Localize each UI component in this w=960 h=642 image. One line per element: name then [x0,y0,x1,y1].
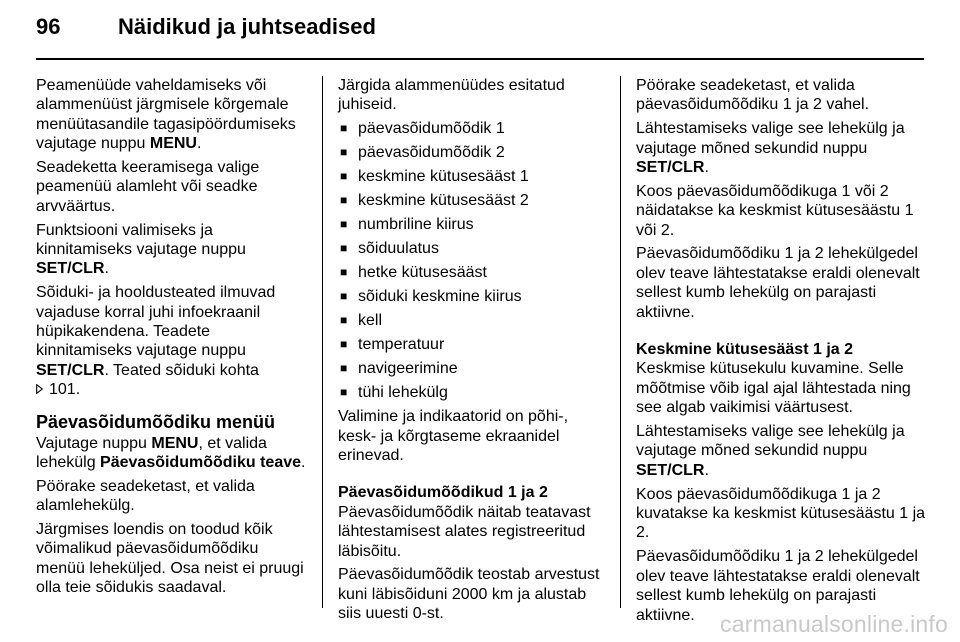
button-name-set-clr: SET/CLR [636,159,705,177]
list-item: ■ sõiduulatus [338,239,610,258]
paragraph: Pöörake seadeketast, et valida alamlehekülg. [36,477,255,515]
list-item: ■ päevasõidumõõdik 2 [338,143,610,162]
list-item: ■ keskmine kütusesääst 2 [338,191,610,210]
paragraph: Päevasõidumõõdik näitab teatavast lähtestamisest alates registreeritud läbisõitu. [338,503,591,560]
chapter-title: Näidikud ja juhtseadised [118,14,376,39]
column-1 [36,76,308,602]
paragraph: Seadeketta keeramisega valige peamenüü alamleht või seadke arvväärtus. [36,159,260,215]
column-3 [636,76,926,629]
submenu-list [338,119,610,402]
subsection-heading: Keskmine kütusesääst 1 ja 2 [636,341,854,359]
paragraph: Sõiduki- ja hooldusteated ilmuvad vajaduse korral juhi infoekraanil hüpikakendena. Teadete kinnitamiseks vajutage nuppu SET/CLR. Teated sõiduki kohta 101. [36,284,276,399]
button-name-menu: MENU [151,434,199,452]
list-item: ■ päevasõidumõõdik 1 [338,119,610,138]
watermark: carmanualsonline.info [720,611,948,637]
paragraph: Keskmise kütusekulu kuvamine. Selle mõõtmise võib igal ajal lähtestada ning see algab vaikimisi väärtusest. [636,360,911,417]
paragraph: Vajutage nuppu MENU, et valida lehekülg Päevasõidumõõdiku teave. [36,434,306,472]
paragraph: Funktsiooni valimiseks ja kinnitamiseks vajutage nuppu SET/CLR. [36,221,246,278]
paragraph: Pöörake seadeketast, et valida päevasõidumõõdiku 1 ja 2 vahel. [636,77,870,114]
button-name-set-clr: SET/CLR [36,361,105,379]
subsection-heading: Päevasõidumõõdikud 1 ja 2 [338,484,548,502]
page-number: 96 [36,14,61,39]
header-rule [36,58,924,60]
paragraph: Päevasõidumõõdiku 1 ja 2 lehekülgedel olev teave lähtestatakse eraldi olenevalt sellest kumb lehekülg on parajasti aktiivne. [636,548,920,624]
list-item: ■ temperatuur [338,335,610,354]
paragraph: Lähtestamiseks valige see lehekülg ja vajutage mõned sekundid nuppu SET/CLR. [636,120,905,177]
paragraph: Lähtestamiseks valige see lehekülg ja vajutage mõned sekundid nuppu SET/CLR. [636,423,905,479]
list-item: ■ sõiduki keskmine kiirus [338,287,610,306]
section-heading: Päevasõidumõõdiku menüü [36,411,276,432]
page-header [36,14,376,48]
paragraph: Järgida alammenüüdes esitatud juhiseid. [338,77,565,114]
paragraph: Koos päevasõidumõõdikuga 1 ja 2 kuvatakse ka keskmist kütusesäästu 1 ja 2. [636,485,926,542]
column-2 [338,76,610,628]
column-divider-2 [620,76,621,608]
button-name-set-clr: SET/CLR [636,461,705,479]
paragraph: Valimine ja indikaatorid on põhi-, kesk- ja kõrgtaseme ekraanidel erinevad. [338,408,569,465]
menu-page-name: Päevasõidumõõdiku teave [100,454,302,472]
paragraph: Järgmises loendis on toodud kõik võimalikud päevasõidumõõdiku menüü leheküljed. Osa neist ei pruugi olla teie sõidukis saadaval. [36,521,304,597]
paragraph: Päevasõidumõõdik teostab arvestust kuni läbisõiduni 2000 km ja alustab siis uuesti 0-st. [338,566,600,623]
list-item: ■ keskmine kütusesääst 1 [338,167,610,186]
list-item: ■ numbriline kiirus [338,215,610,234]
list-item: ■ navigeerimine [338,359,610,378]
triangle-right-icon [36,384,43,394]
page-reference-link[interactable]: 101. [36,381,80,398]
list-item: ■ hetke kütusesääst [338,263,610,282]
button-name-menu: MENU [149,135,197,153]
column-divider-1 [322,76,323,608]
paragraph: Peamenüüde vaheldamiseks või alammenüüst järgmisele kõrgemale menüütasandile tagasipöördumiseks vajutage nuppu MENU. [36,77,296,153]
list-item: ■ tühi lehekülg [338,383,610,402]
list-item: ■ kell [338,311,610,330]
button-name-set-clr: SET/CLR [36,260,105,278]
paragraph: Päevasõidumõõdiku 1 ja 2 lehekülgedel olev teave lähtestatakse eraldi olenevalt sellest kumb lehekülg on parajasti aktiivne. [636,245,920,321]
paragraph: Koos päevasõidumõõdikuga 1 või 2 näidatakse ka keskmist kütusesäästu 1 või 2. [636,182,914,239]
